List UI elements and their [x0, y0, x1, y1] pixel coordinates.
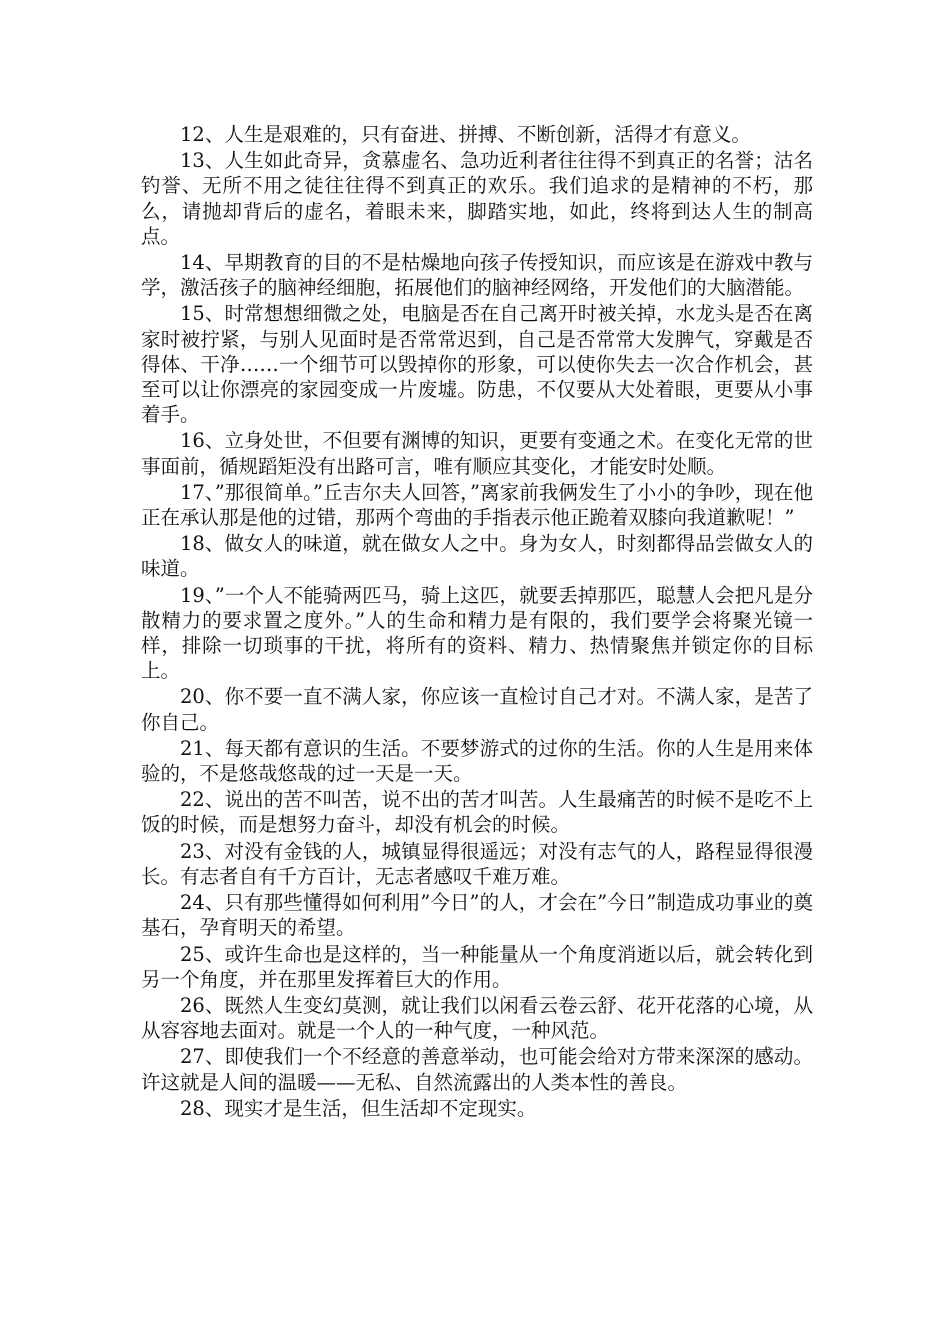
paragraph-21: 21、每天都有意识的生活。不要梦游式的过你的生活。你的人生是用来体验的，不是悠哉悠哉的过一天是一天。	[141, 736, 813, 786]
paragraph-26: 26、既然人生变幻莫测，就让我们以闲看云卷云舒、花开花落的心境，从从容容地去面对。就是一个人的一种气度，一种风范。	[141, 993, 813, 1043]
paragraph-22: 22、说出的苦不叫苦，说不出的苦才叫苦。人生最痛苦的时候不是吃不上饭的时候，而是想努力奋斗，却没有机会的时候。	[141, 788, 813, 837]
paragraph-27: 27、即使我们一个不经意的善意举动，也可能会给对方带来深深的感动。许这就是人间的温暖——无私、自然流露出的人类本性的善良。	[141, 1045, 813, 1094]
paragraph-24: 24、只有那些懂得如何利用”今日”的人，才会在”今日”制造成功事业的奠基石，孕育明天的希望。	[141, 891, 813, 940]
paragraph-14: 14、早期教育的目的不是枯燥地向孩子传授知识，而应该是在游戏中教与学，激活孩子的脑神经细胞，拓展他们的脑神经网络，开发他们的大脑潜能。	[141, 251, 813, 300]
paragraph-23: 23、对没有金钱的人，城镇显得很遥远；对没有志气的人，路程显得很漫长。有志者自有千方百计，无志者感叹千难万难。	[141, 839, 813, 888]
paragraph-15: 15、时常想想细微之处，电脑是否在自己离开时被关掉，水龙头是否在离家时被拧紧，与别人见面时是否常常迟到，自己是否常常大发脾气，穿戴是否得体、干净……一个细节可以毁掉你的形象，可以使你失去一次合作机会，甚至可以让你漂亮的家园变成一片废墟。防患，不仅要从大处着眼，更要从小事着手。	[141, 302, 813, 427]
paragraph-12: 12、人生是艰难的，只有奋进、拼搏、不断创新，活得才有意义。	[180, 123, 751, 146]
paragraph-20: 20、你不要一直不满人家，你应该一直检讨自己才对。不满人家，是苦了你自己。	[141, 685, 813, 734]
paragraph-25: 25、或许生命也是这样的，当一种能量从一个角度消逝以后，就会转化到另一个角度，并在那里发挥着巨大的作用。	[141, 942, 813, 991]
paragraph-16: 16、立身处世，不但要有渊博的知识，更要有变通之术。在变化无常的世事面前，循规蹈矩没有出路可言，唯有顺应其变化，才能安时处顺。	[141, 429, 813, 478]
paragraph-13: 13、人生如此奇异，贪慕虚名、急功近利者往往得不到真正的名誉；沽名钓誉、无所不用之徒往往得不到真正的欢乐。我们追求的是精神的不朽，那么，请抛却背后的虚名，着眼未来，脚踏实地，如此，终将到达人生的制高点。	[141, 149, 813, 248]
paragraph-19: 19、”一个人不能骑两匹马，骑上这匹，就要丢掉那匹，聪慧人会把凡是分散精力的要求置之度外。”人的生命和精力是有限的，我们要学会将聚光镜一样，排除一切琐事的干扰，将所有的资料、精力、热情聚焦并锁定你的目标上。	[141, 583, 813, 683]
paragraph-18: 18、做女人的味道，就在做女人之中。身为女人，时刻都得品尝做女人的味道。	[141, 532, 813, 581]
document-body	[141, 122, 813, 1122]
paragraph-28: 28、现实才是生活，但生活却不定现实。	[180, 1096, 537, 1120]
paragraph-17: 17、”那很简单。”丘吉尔夫人回答，”离家前我俩发生了小小的争吵，现在他正在承认那是他的过错，那两个弯曲的手指表示他正跪着双膝向我道歉呢！”	[141, 480, 813, 530]
